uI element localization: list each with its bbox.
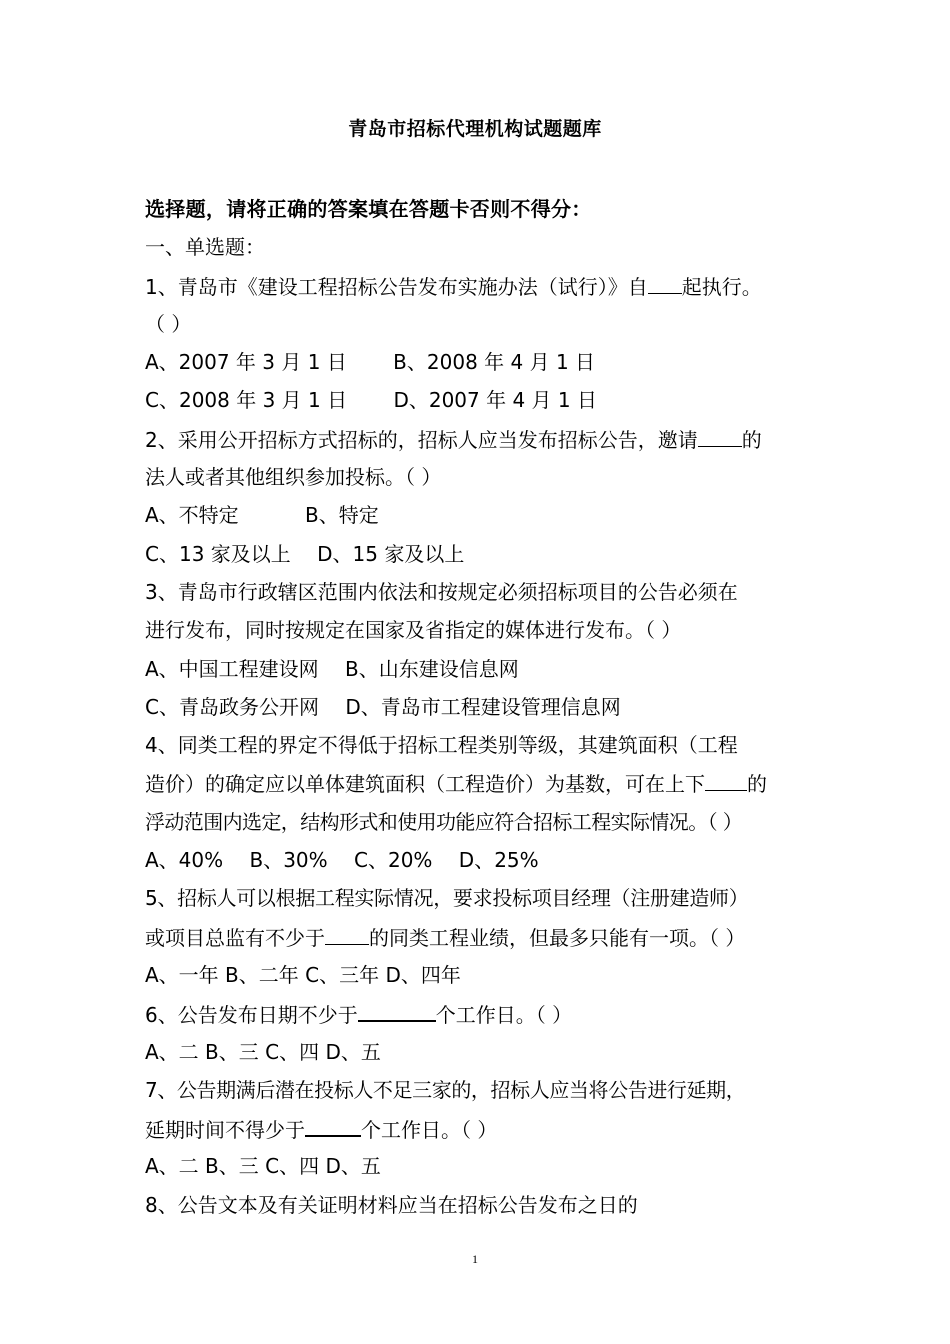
page-number: 1 <box>472 1252 478 1266</box>
subsection-heading: 一、单选题： <box>145 235 265 260</box>
question-stem-line: 8、公告文本及有关证明材料应当在招标公告发布之日的 <box>145 1192 638 1217</box>
question-stem-line: 或项目总监有不少于 的同类工程业绩，但最多只能有一项。（ ） <box>145 918 815 956</box>
document-body <box>145 190 815 1224</box>
question-stem-line: （ ） <box>145 311 192 336</box>
answer-blank <box>698 420 742 447</box>
question-6 <box>145 994 815 1071</box>
question-stem-line: 4、同类工程的界定不得低于招标工程类别等级，其建筑面积（工程 <box>145 733 738 758</box>
question-2 <box>145 420 815 573</box>
question-stem-line: 造价）的确定应以单体建筑面积（工程造价）为基数，可在上下 的 <box>145 764 815 802</box>
question-option-line: A、二 B、三 C、四 D、五 <box>145 1154 381 1179</box>
question-8 <box>145 1186 815 1224</box>
question-option-line: A、2007 年 3 月 1 日 B、2008 年 4 月 1 日 <box>145 350 596 375</box>
question-stem-line: 6、公告发布日期不少于 个工作日。（ ） <box>145 994 815 1032</box>
question-option-line: A、二 B、三 C、四 D、五 <box>145 1039 381 1064</box>
question-stem-line: 2、采用公开招标方式招标的，招标人应当发布招标公告，邀请 的 <box>145 420 815 458</box>
answer-blank <box>358 994 436 1022</box>
question-7 <box>145 1071 815 1186</box>
question-stem-line: 5、招标人可以根据工程实际情况，要求投标项目经理（注册建造师） <box>145 886 749 911</box>
question-stem-line: 7、公告期满后潜在投标人不足三家的，招标人应当将公告进行延期， <box>145 1077 746 1102</box>
section-heading: 选择题，请将正确的答案填在答题卡否则不得分： <box>145 197 592 221</box>
question-option-line: A、不特定 B、特定 <box>145 503 379 528</box>
answer-blank <box>648 267 682 294</box>
question-stem-line: 1、青岛市《建设工程招标公告发布实施办法（试行）》自 起执行。 <box>145 267 815 305</box>
question-1 <box>145 267 815 420</box>
question-stem-line: 法人或者其他组织参加投标。（ ） <box>145 465 442 490</box>
answer-blank <box>325 918 369 945</box>
answer-blank <box>705 764 747 791</box>
question-option-line: C、2008 年 3 月 1 日 D、2007 年 4 月 1 日 <box>145 388 597 413</box>
document-title: 青岛市招标代理机构试题题库 <box>348 118 602 140</box>
question-stem-line: 延期时间不得少于 个工作日。（ ） <box>145 1109 815 1147</box>
question-5 <box>145 879 815 994</box>
question-4 <box>145 726 815 879</box>
question-option-line: C、13 家及以上 D、15 家及以上 <box>145 541 465 566</box>
question-stem-line: 浮动范围内选定，结构形式和使用功能应符合招标工程实际情况。（ ） <box>145 809 743 834</box>
question-option-line: A、一年 B、二年 C、三年 D、四年 <box>145 962 461 987</box>
answer-blank <box>305 1109 361 1137</box>
question-option-line: A、中国工程建设网 B、山东建设信息网 <box>145 656 519 681</box>
question-stem-line: 3、青岛市行政辖区范围内依法和按规定必须招标项目的公告必须在 <box>145 579 738 604</box>
question-stem-line: 进行发布，同时按规定在国家及省指定的媒体进行发布。（ ） <box>145 618 682 643</box>
question-option-line: C、青岛政务公开网 D、青岛市工程建设管理信息网 <box>145 694 621 719</box>
question-3 <box>145 573 815 726</box>
question-option-line: A、40% B、30% C、20% D、25% <box>145 848 539 873</box>
